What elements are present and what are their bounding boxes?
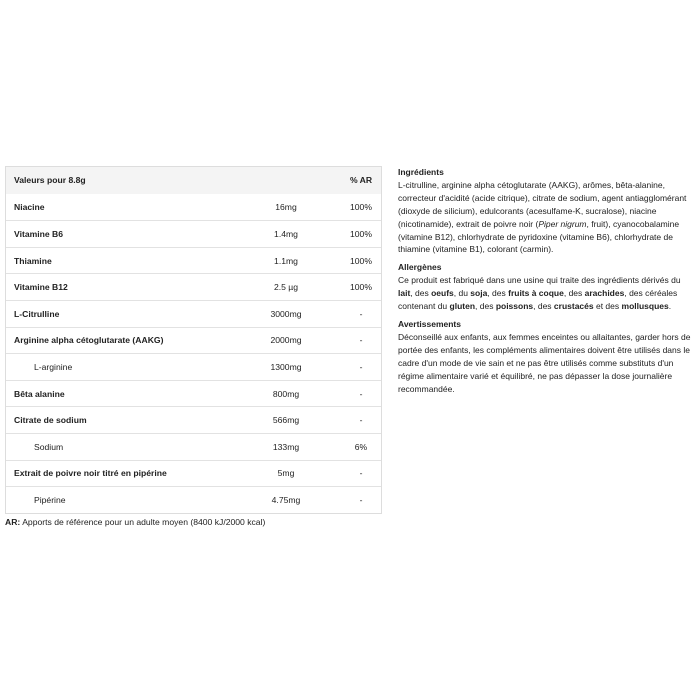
table-row (6, 220, 381, 247)
warnings-section (398, 318, 694, 395)
row-name: Extrait de poivre noir titré en pipérine (14, 468, 167, 479)
row-ar: - (359, 308, 363, 319)
row-name: Citrate de sodium (14, 415, 87, 426)
row-name: Arginine alpha cétoglutarate (AAKG) (14, 335, 164, 346)
nutrition-table (5, 166, 382, 514)
row-ar: - (359, 361, 363, 372)
row-name: Bêta alanine (14, 388, 65, 399)
row-value: 1300mg (270, 361, 302, 372)
allergens-text: Ce produit est fabriqué dans une usine qui traite des ingrédients dérivés du lait, des oeufs, du soja, des fruits à coque, des arachides, des céréales contenant du gluten, des poissons, des crustacés et des mollusques. (398, 275, 681, 312)
row-ar: - (359, 468, 363, 479)
table-row (6, 433, 381, 460)
row-name: Niacine (14, 201, 45, 212)
table-row (6, 247, 381, 274)
ar-note (5, 517, 265, 527)
table-row (6, 380, 381, 407)
table-row (6, 406, 381, 433)
ingredients-text: L-citrulline, arginine alpha cétoglutarate (AAKG), arômes, bêta-alanine, correcteur d'acidité (acide citrique), citrate de sodium, agent antiagglomérant (dioxyde de silicium), edulcorants (acesulfame-K, sucralose), niacine (nicotinamide), extrait de poivre noir (Piper nigrum, fruit), cyanocobalamine (vitamine B12), chlorhydrate de pyridoxine (vitamine B6), chlorhydrate de thiamine (vitamine B1), colorant (carmin). (398, 179, 687, 255)
row-name: Vitamine B6 (14, 228, 64, 239)
warnings-text: Déconseillé aux enfants, aux femmes enceintes ou allaitantes, garder hors de portée des enfants, les compléments alimentaires doivent être utilisés dans le cadre d'un mode de vie sain et ne pas être utilisés comme substituts d'un régime alimentaire varié et équilibré, ne pas dépasser la dose journalière recommandée. (398, 331, 691, 394)
table-row (6, 194, 381, 221)
ingredients-section (398, 166, 694, 256)
row-value: 1.4mg (274, 228, 298, 239)
table-row (6, 273, 381, 300)
row-value: 1.1mg (274, 255, 298, 266)
row-ar: 100% (350, 201, 372, 212)
allergens-section (398, 261, 694, 313)
product-info (398, 166, 694, 400)
table-row (6, 486, 381, 513)
row-ar: 100% (350, 255, 372, 266)
row-ar: - (359, 335, 363, 346)
row-ar: 100% (350, 282, 372, 293)
row-ar: - (359, 388, 363, 399)
allergens-title: Allergènes (398, 262, 442, 273)
row-value: 2.5 µg (273, 282, 299, 293)
table-row (6, 353, 381, 380)
header-name: Valeurs pour 8.8g (14, 175, 86, 186)
row-name: Thiamine (14, 255, 52, 266)
table-header (6, 167, 381, 194)
row-value: 566mg (272, 415, 300, 426)
ar-note-label: AR: (5, 517, 21, 527)
table-row (6, 327, 381, 354)
row-name: Vitamine B12 (14, 282, 68, 293)
row-value: 3000mg (270, 308, 302, 319)
row-value: 4.75mg (271, 494, 301, 505)
row-ar: 6% (354, 441, 368, 452)
row-name: L-arginine (34, 361, 73, 372)
row-ar: - (359, 494, 363, 505)
header-ar: % AR (349, 175, 373, 186)
row-value: 800mg (272, 388, 300, 399)
row-ar: - (359, 415, 363, 426)
row-value: 133mg (272, 441, 300, 452)
row-ar: 100% (350, 228, 372, 239)
table-row (6, 300, 381, 327)
row-name: Pipérine (34, 494, 66, 505)
row-value: 16mg (275, 201, 297, 212)
ingredients-title: Ingrédients (398, 167, 444, 177)
row-name: Sodium (34, 441, 64, 452)
row-value: 5mg (277, 468, 295, 479)
table-row (6, 460, 381, 487)
warnings-title: Avertissements (398, 318, 461, 329)
row-name: L-Citrulline (14, 308, 60, 319)
ar-note-text: Apports de référence pour un adulte moyen (8400 kJ/2000 kcal) (20, 517, 266, 527)
row-value: 2000mg (270, 335, 302, 346)
